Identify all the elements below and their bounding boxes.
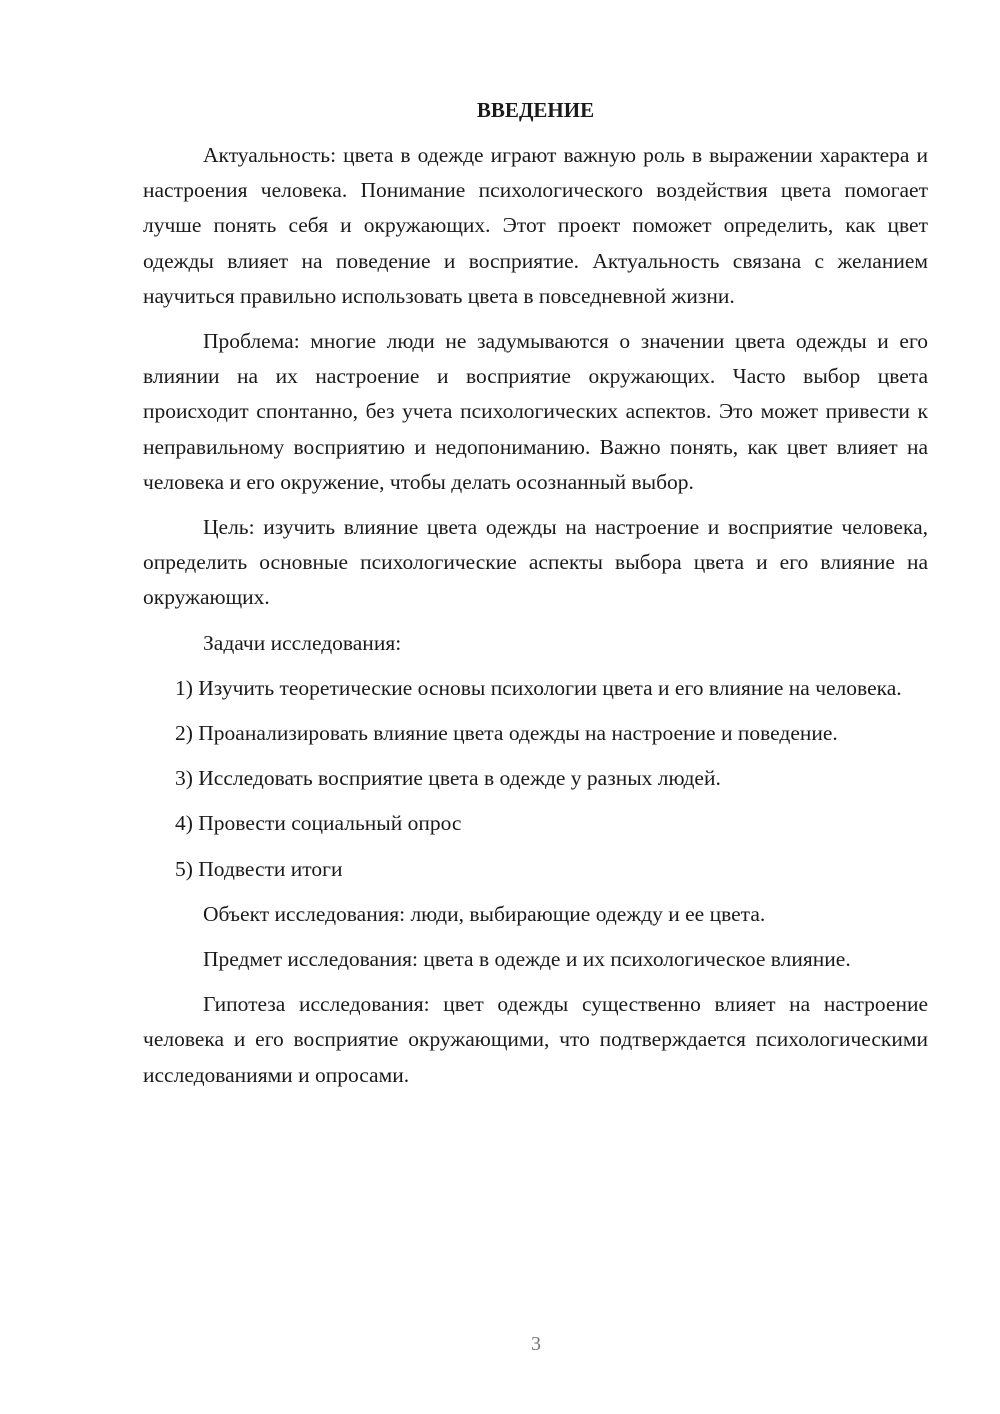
section-heading: ВВЕДЕНИЕ [476,98,595,122]
paragraph-goal: Цель: изучить влияние цвета одежды на настроение и восприятие человека, определить основные психологические аспекты выбора цвета и его влияние на окружающих. [143,515,928,610]
paragraph-hypothesis: Гипотеза исследования: цвет одежды существенно влияет на настроение человека и его восприятие окружающими, что подтверждается психологическими исследованиями и опросами. [143,992,928,1087]
task-item: 3) Исследовать восприятие цвета в одежде у разных людей. [175,766,721,791]
paragraph-problem: Проблема: многие люди не задумываются о значении цвета одежды и его влиянии на их настроение и восприятие окружающих. Часто выбор цвета происходит спонтанно, без учета психологических аспектов. Это может привести к неправильному восприятию и недопониманию. Важно понять, как цвет влияет на человека и его окружение, чтобы делать осознанный выбор. [143,329,928,494]
paragraph-object: Объект исследования: люди, выбирающие одежду и ее цвета. [203,901,766,926]
task-item: 5) Подвести итоги [175,856,343,881]
task-item: 4) Провести социальный опрос [175,811,462,836]
tasks-heading: Задачи исследования: [203,630,402,655]
page-content [143,94,928,1103]
task-item: 1) Изучить теоретические основы психологии цвета и его влияние на человека. [175,675,902,700]
paragraph-subject: Предмет исследования: цвета в одежде и их психологическое влияние. [203,947,851,972]
task-item: 2) Проанализировать влияние цвета одежды на настроение и поведение. [175,721,838,746]
page-number: 3 [531,1333,541,1355]
paragraph-relevance: Актуальность: цвета в одежде играют важную роль в выражении характера и настроения человека. Понимание психологического воздействия цвета помогает лучше понять себя и окружающих. Этот проект поможет определить, как цвет одежды влияет на поведение и восприятие. Актуальность связана с желанием научиться правильно использовать цвета в повседневной жизни. [143,143,928,308]
